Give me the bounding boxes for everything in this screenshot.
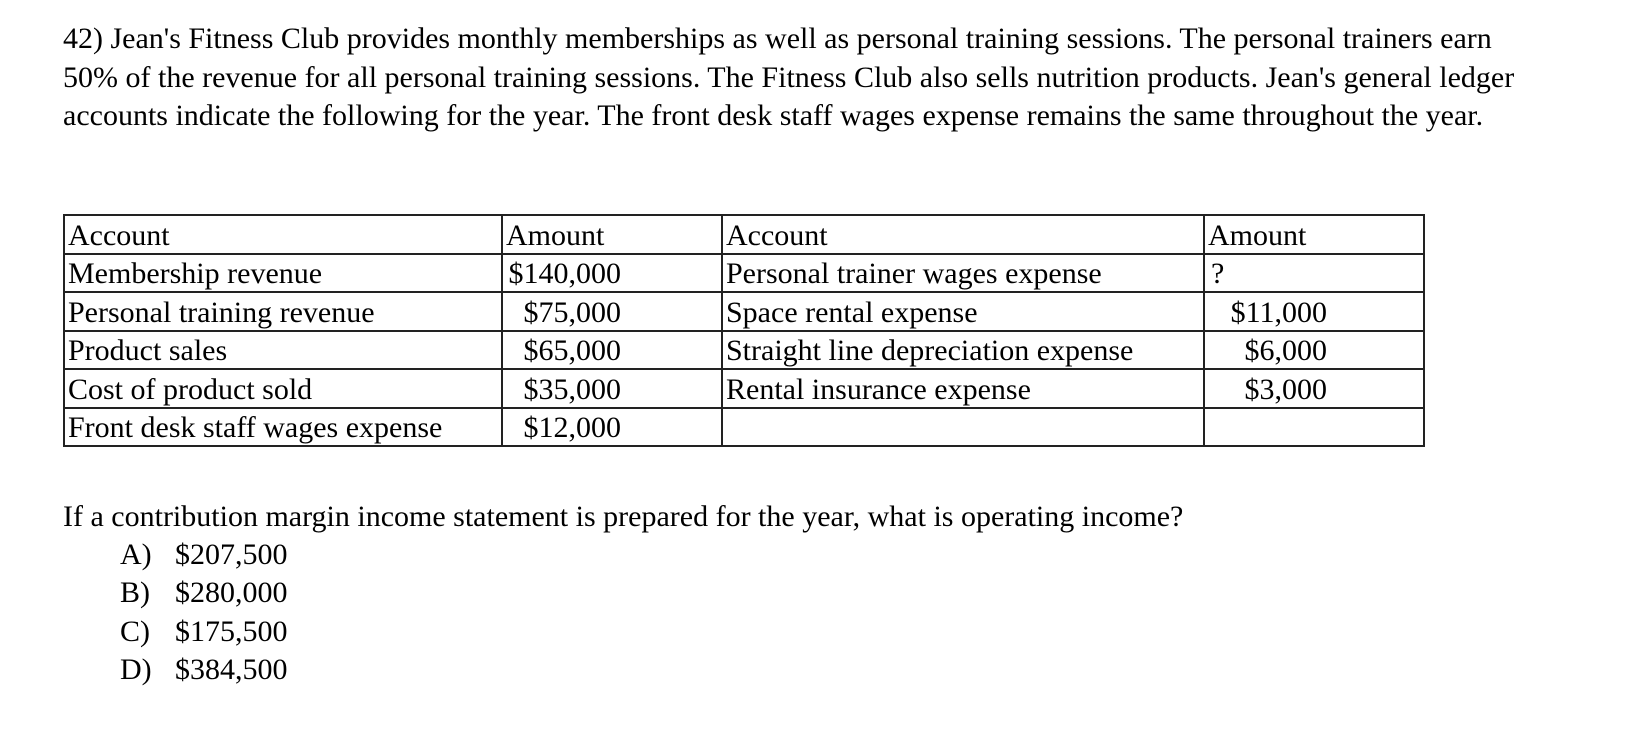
account-cell: Cost of product sold [64,369,502,408]
option-a[interactable] [120,536,288,574]
table-row [64,408,1424,447]
option-letter: D) [120,652,152,686]
account-cell: Space rental expense [722,292,1204,331]
option-c[interactable] [120,613,288,651]
option-value: $384,500 [175,652,288,686]
problem-intro: 42) Jean's Fitness Club provides monthly memberships as well as personal training sessions. The personal trainers earn 50% of the revenue for all personal training sessions. The Fitness Club also sells nutrition products. Jean's general ledger accounts indicate the following for the year. The front desk staff wages expense remains the same throughout the year. [63,22,1515,132]
amount-cell: $11,000 [1204,292,1424,331]
option-letter: C) [120,614,150,648]
option-letter: A) [120,538,152,571]
account-cell: Product sales [64,331,502,370]
table-row [64,369,1424,408]
account-cell: Front desk staff wages expense [64,408,502,447]
question-text: If a contribution margin income statement is prepared for the year, what is operating income? [63,500,1184,533]
amount-cell: ? [1204,254,1424,293]
answer-options [120,536,288,689]
account-cell: Personal training revenue [64,292,502,331]
account-cell: Membership revenue [64,254,502,293]
header-amount-2: Amount [1204,215,1424,254]
option-d[interactable] [120,651,288,689]
table-row [64,254,1424,293]
option-value: $207,500 [175,538,288,571]
amount-cell: $35,000 [502,369,722,408]
table-header-row [64,215,1424,254]
account-cell: Straight line depreciation expense [722,331,1204,370]
option-value: $280,000 [175,576,288,610]
account-cell: Personal trainer wages expense [722,254,1204,293]
amount-cell: $75,000 [502,292,722,331]
option-letter: B) [120,576,150,610]
option-b[interactable] [120,574,288,612]
amount-cell: $3,000 [1204,369,1424,408]
amount-cell: $12,000 [502,408,722,447]
header-amount: Amount [502,215,722,254]
amount-cell [1204,408,1424,447]
account-cell [722,408,1204,447]
amount-cell: $140,000 [502,254,722,293]
amount-cell: $6,000 [1204,331,1424,370]
header-account: Account [64,215,502,254]
table-row [64,292,1424,331]
option-value: $175,500 [175,614,288,648]
ledger-table [63,214,1425,447]
header-account-2: Account [722,215,1204,254]
account-cell: Rental insurance expense [722,369,1204,408]
amount-cell: $65,000 [502,331,722,370]
table-row [64,331,1424,370]
